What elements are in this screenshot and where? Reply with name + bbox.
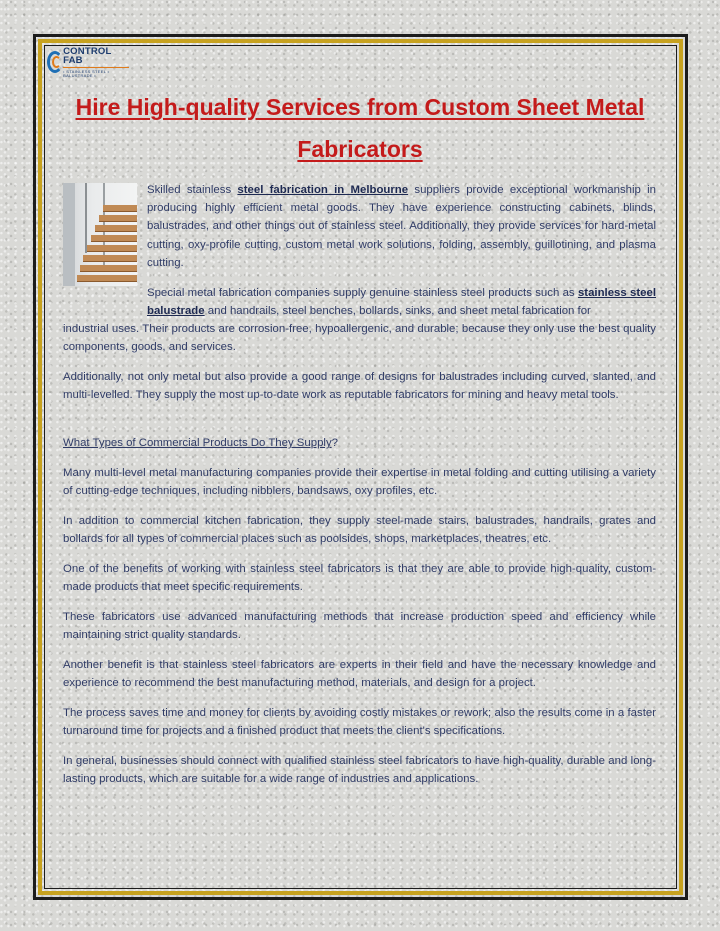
- paragraph-5: Many multi-level metal manufacturing companies provide their expertise in metal folding and cutting utilising a variety of cutting-edge techniques, including nibblers, bandsaws, oxy profiles, etc.: [63, 467, 656, 498]
- paragraph-2-intro: Special metal fabrication companies supply genuine stainless steel products such as stainless steel balustrade and handrails, steel benches, bollards, sinks, and sheet metal fabrication for: [147, 287, 656, 318]
- paragraph-3: Additionally, not only metal but also provide a good range of designs for balustrades including curved, slanted, and multi-levelled. They supply the most up-to-date work as reputable fabricators for mining and heavy metal tools.: [63, 371, 656, 402]
- paragraph-2-rest: industrial uses. Their products are corrosion-free, hypoallergenic, and durable; because they only use the best quality components, goods, and services.: [63, 323, 656, 354]
- logo-name: CONTROL FAB: [63, 47, 129, 68]
- paragraph-7: One of the benefits of working with stainless steel fabricators is that they are able to provide high-quality, custom-made products that meet specific requirements.: [63, 563, 656, 594]
- link-commercial-products[interactable]: What Types of Commercial Products Do They Supply: [63, 437, 332, 449]
- paragraph-8: These fabricators use advanced manufacturing methods that increase production speed and efficiency while maintaining strict quality standards.: [63, 611, 656, 642]
- link-steel-fabrication-melbourne[interactable]: steel fabrication in Melbourne: [237, 184, 409, 196]
- paragraph-11: In general, businesses should connect with qualified stainless steel fabricators to have high-quality, durable and long-lasting products, which are suitable for a wide range of industries and applications.: [63, 755, 656, 786]
- control-fab-logo-icon: [47, 50, 60, 74]
- paragraph-1: Skilled stainless steel fabrication in Melbourne suppliers provide exceptional workmanship in producing highly efficient metal goods. They have experience constructing cabinets, blinds, balustrades, and other things out of stainless steel. Additionally, they provide services for hard-metal cutting, oxy-profile cutting, custom metal work solutions, folding, assembly, guillotining, and plasma cutting.: [147, 184, 656, 269]
- staircase-photo: [63, 183, 137, 286]
- paragraph-9: Another benefit is that stainless steel fabricators are experts in their field and have the necessary knowledge and experience to recommend the best manufacturing method, materials, and design for a project.: [63, 659, 656, 690]
- link-stainless-steel-balustrade[interactable]: stainless steel balustrade: [147, 287, 656, 318]
- logo-tagline: • STAINLESS STEEL • BALUSTRADE •: [63, 68, 110, 78]
- page-title: Hire High-quality Services from Custom Sheet Metal Fabricators: [75, 94, 645, 162]
- paragraph-6: In addition to commercial kitchen fabrication, they supply steel-made stairs, balustrades, handrails, grates and bollards for all types of commercial places such as poolsides, shops, marketplaces, theatres, etc.: [63, 515, 656, 546]
- company-logo: [47, 45, 129, 78]
- paragraph-10: The process saves time and money for clients by avoiding costly mistakes or rework; also the results come in a faster turnaround time for projects and a finished product that meets the client's specifications.: [63, 707, 656, 738]
- question-heading: What Types of Commercial Products Do They Supply?: [63, 437, 338, 449]
